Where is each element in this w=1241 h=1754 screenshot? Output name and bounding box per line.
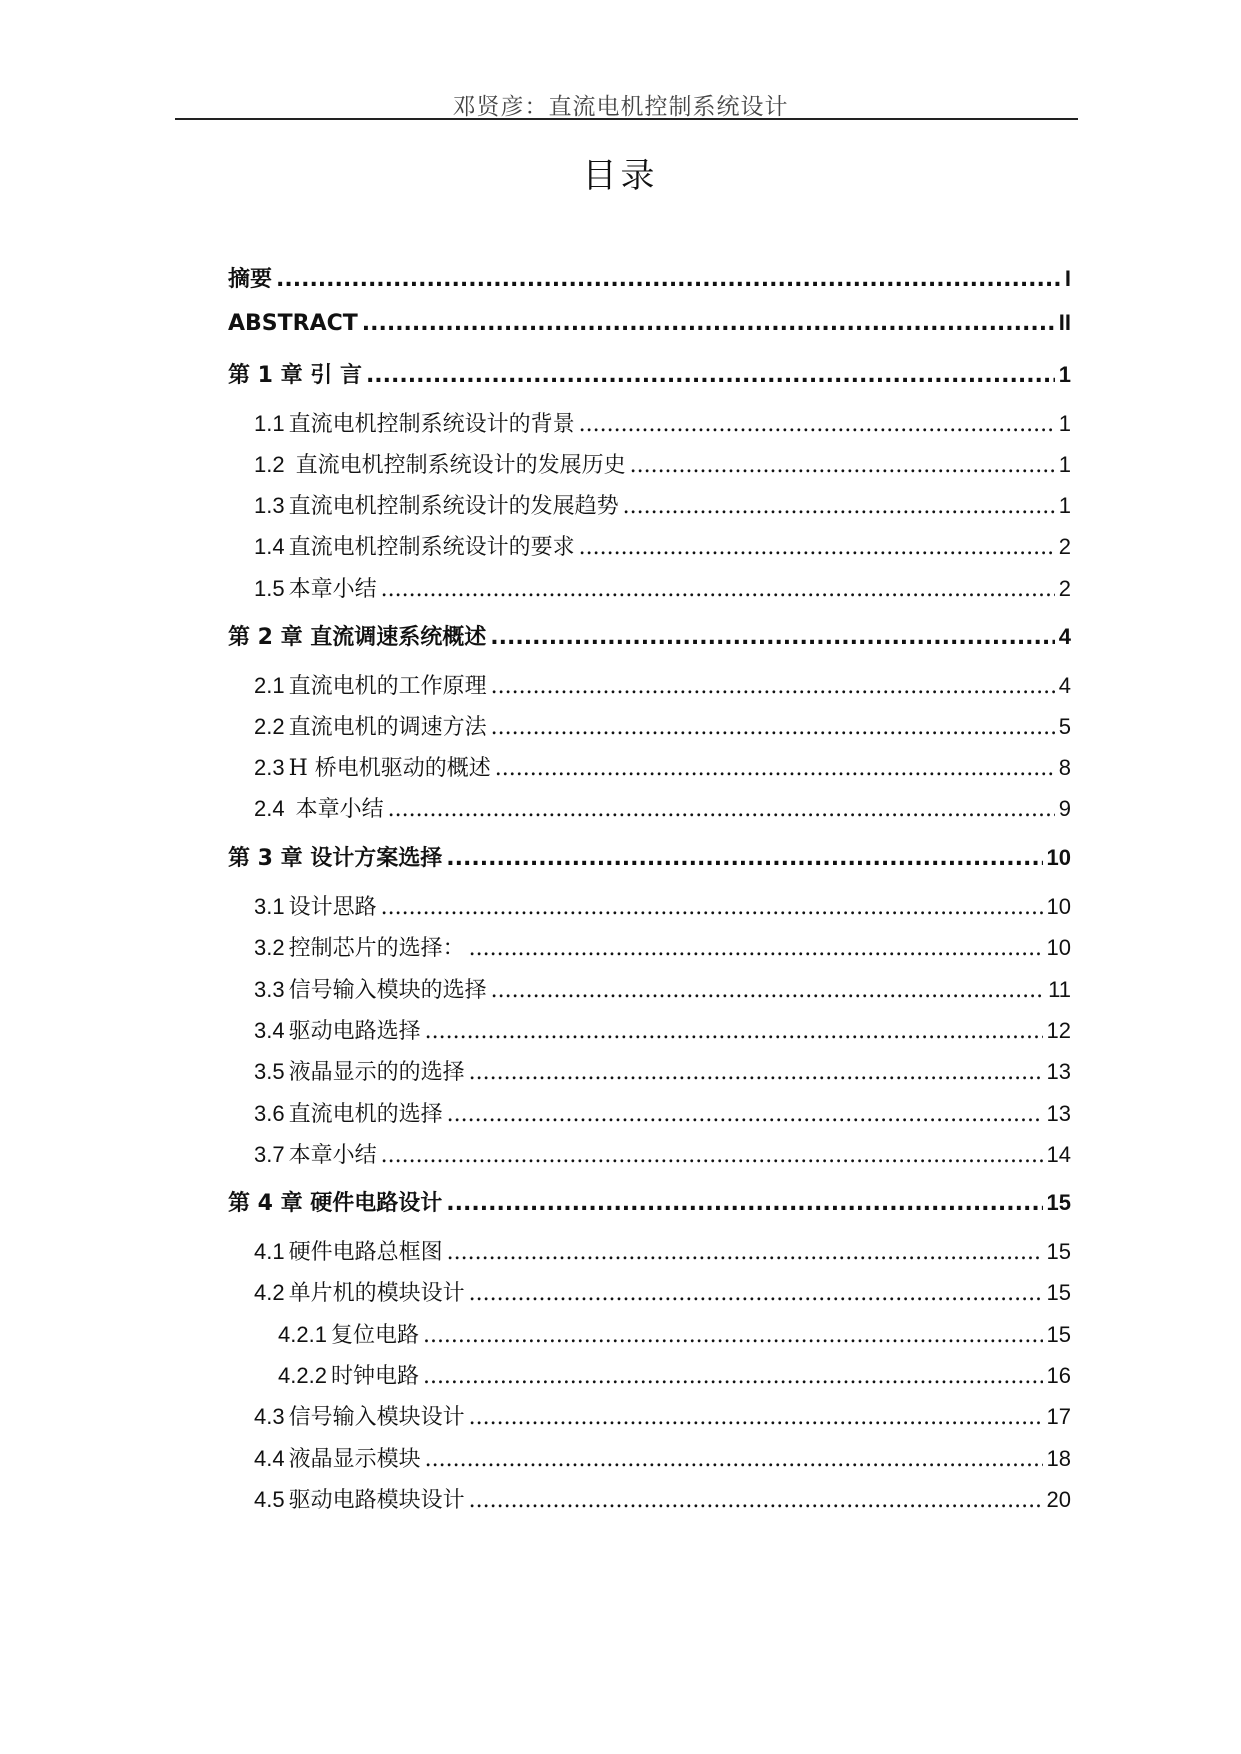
- toc-entry-label: 直流电机的工作原理: [288, 674, 487, 699]
- toc-entry-label: 直流电机控制系统设计的发展历史: [288, 453, 626, 478]
- toc-section-number: 2.1: [254, 673, 285, 698]
- toc-entry-section[interactable]: [254, 931, 1071, 962]
- toc-leader-dots: [447, 1102, 1043, 1127]
- toc-leader-dots: [423, 1323, 1043, 1348]
- toc-entry-label: 液晶显示的的选择: [288, 1060, 465, 1085]
- toc-section-number: 3.4: [254, 1018, 285, 1043]
- toc-page-number: I: [1064, 266, 1071, 291]
- toc-entry-section[interactable]: [254, 1442, 1071, 1473]
- toc-entry-subsection[interactable]: [278, 1359, 1071, 1390]
- toc-page-number: 1: [1058, 411, 1071, 436]
- toc-section-number: 4.5: [254, 1487, 285, 1512]
- toc-leader-dots: [381, 1143, 1043, 1168]
- toc-leader-dots: [381, 577, 1055, 602]
- toc-entry-section[interactable]: [254, 1097, 1071, 1128]
- toc-entry-chapter-3[interactable]: [228, 841, 1071, 872]
- toc-page-number: 2: [1058, 576, 1071, 601]
- toc-leader-dots: [366, 363, 1055, 388]
- toc-entry-label: 直流电机控制系统设计的要求: [288, 535, 575, 560]
- toc-leader-dots: [469, 1060, 1043, 1085]
- toc-page-number: 9: [1058, 796, 1071, 821]
- toc-entry-label: 控制芯片的选择：: [288, 936, 465, 961]
- toc-leader-dots: [491, 715, 1055, 740]
- toc-entry-label: 本章小结: [288, 797, 384, 822]
- toc-page-number: II: [1058, 310, 1071, 335]
- toc-leader-dots: [490, 625, 1054, 650]
- toc-section-number: 4.3: [254, 1404, 285, 1429]
- toc-entry-label: 硬件电路总框图: [288, 1240, 443, 1265]
- toc-page-number: 15: [1046, 1190, 1071, 1215]
- toc-section-number: 4.4: [254, 1446, 285, 1471]
- toc-page-number: 10: [1046, 894, 1071, 919]
- toc-entry-label: H 桥电机驱动的概述: [288, 756, 491, 781]
- toc-entry-section[interactable]: [254, 890, 1071, 921]
- toc-entry-section[interactable]: [254, 448, 1071, 479]
- toc-entry-chapter-2[interactable]: [228, 620, 1071, 651]
- toc-entry-label: 信号输入模块设计: [288, 1405, 465, 1430]
- toc-leader-dots: [446, 846, 1042, 871]
- toc-leader-dots: [495, 756, 1055, 781]
- toc-page-number: 12: [1046, 1018, 1071, 1043]
- toc-entry-section[interactable]: [254, 1400, 1071, 1431]
- toc-entry-label: 时钟电路: [330, 1364, 419, 1389]
- toc-leader-dots: [630, 453, 1055, 478]
- toc-entry-section[interactable]: [254, 669, 1071, 700]
- toc-page-number: 15: [1046, 1322, 1071, 1347]
- toc-section-number: 3.5: [254, 1059, 285, 1084]
- toc-entry-chapter-4[interactable]: [228, 1186, 1071, 1217]
- toc-leader-dots: [425, 1019, 1043, 1044]
- toc-entry-label: 本章小结: [288, 577, 377, 602]
- toc-leader-dots: [446, 1191, 1042, 1216]
- toc-leader-dots: [579, 535, 1055, 560]
- toc-section-number: 3.2: [254, 935, 285, 960]
- toc-section-number: 1.3: [254, 493, 285, 518]
- toc-entry-abstract-cn[interactable]: [228, 262, 1071, 293]
- toc-entry-label: 直流电机控制系统设计的背景: [288, 412, 575, 437]
- toc-leader-dots: [469, 1488, 1043, 1513]
- toc-entry-label: 信号输入模块的选择: [288, 978, 487, 1003]
- toc-page-number: 1: [1058, 493, 1071, 518]
- toc-entry-label: 设计思路: [288, 895, 377, 920]
- toc-page-number: 4: [1058, 673, 1071, 698]
- toc-entry-section[interactable]: [254, 792, 1071, 823]
- toc-entry-section[interactable]: [254, 710, 1071, 741]
- header-rule: [175, 118, 1078, 120]
- toc-entry-subsection[interactable]: [278, 1318, 1071, 1349]
- toc-section-number: 3.7: [254, 1142, 285, 1167]
- toc-leader-dots: [276, 267, 1061, 292]
- toc-leader-dots: [623, 494, 1055, 519]
- toc-entry-label: 直流电机的调速方法: [288, 715, 487, 740]
- toc-page-number: 10: [1046, 845, 1071, 870]
- toc-entry-label: 直流电机控制系统设计的发展趋势: [288, 494, 619, 519]
- toc-leader-dots: [388, 797, 1055, 822]
- toc-entry-label: 第 2 章 直流调速系统概述: [228, 625, 487, 650]
- toc-page-number: 15: [1046, 1239, 1071, 1264]
- toc-page-number: 13: [1046, 1101, 1071, 1126]
- toc-section-number: 4.2: [254, 1280, 285, 1305]
- toc-entry-section[interactable]: [254, 1055, 1071, 1086]
- toc-leader-dots: [469, 1281, 1043, 1306]
- toc-section-number: 2.4: [254, 796, 285, 821]
- toc-entry-section[interactable]: [254, 973, 1071, 1004]
- toc-leader-dots: [491, 978, 1045, 1003]
- toc-page-number: 8: [1058, 755, 1071, 780]
- toc-section-number: 4.2.2: [278, 1363, 327, 1388]
- toc-section-number: 2.2: [254, 714, 285, 739]
- toc-entry-label: 第 4 章 硬件电路设计: [228, 1191, 443, 1216]
- toc-entry-section[interactable]: [254, 1138, 1071, 1169]
- toc-entry-section[interactable]: [254, 1235, 1071, 1266]
- toc-entry-chapter-1[interactable]: [228, 358, 1071, 389]
- toc-leader-dots: [469, 1405, 1043, 1430]
- toc-leader-dots: [423, 1364, 1043, 1389]
- toc-entry-label: 单片机的模块设计: [288, 1281, 465, 1306]
- toc-page-number: 1: [1058, 452, 1071, 477]
- toc-page-number: 20: [1046, 1487, 1071, 1512]
- toc-leader-dots: [425, 1447, 1043, 1472]
- toc-leader-dots: [491, 674, 1055, 699]
- toc-entry-section[interactable]: [254, 1014, 1071, 1045]
- toc-leader-dots: [469, 936, 1043, 961]
- toc-section-number: 4.1: [254, 1239, 285, 1264]
- toc-page-number: 16: [1046, 1363, 1071, 1388]
- toc-section-number: 3.3: [254, 977, 285, 1002]
- toc-leader-dots: [362, 311, 1055, 336]
- toc-section-number: 4.2.1: [278, 1322, 327, 1347]
- toc-entry-section[interactable]: [254, 1276, 1071, 1307]
- toc-entry-section[interactable]: [254, 489, 1071, 520]
- toc-page-number: 1: [1058, 362, 1071, 387]
- toc-section-number: 3.1: [254, 894, 285, 919]
- toc-entry-section[interactable]: [254, 530, 1071, 561]
- toc-entry-abstract-en[interactable]: [228, 310, 1071, 336]
- toc-entry-label: 驱动电路模块设计: [288, 1488, 465, 1513]
- toc-leader-dots: [381, 895, 1043, 920]
- toc-page-number: 13: [1046, 1059, 1071, 1084]
- page-title: 目录: [582, 156, 659, 196]
- toc-section-number: 1.4: [254, 534, 285, 559]
- toc-page-number: 4: [1058, 624, 1071, 649]
- toc-entry-label: 复位电路: [330, 1323, 419, 1348]
- toc-section-number: 1.1: [254, 411, 285, 436]
- toc-page-number: 18: [1046, 1446, 1071, 1471]
- toc-entry-label: ABSTRACT: [228, 311, 358, 336]
- toc-page-number: 15: [1046, 1280, 1071, 1305]
- toc-section-number: 1.5: [254, 576, 285, 601]
- toc-entry-label: 第 3 章 设计方案选择: [228, 846, 443, 871]
- toc-section-number: 3.6: [254, 1101, 285, 1126]
- toc-page-number: 2: [1058, 534, 1071, 559]
- toc-entry-label: 本章小结: [288, 1143, 377, 1168]
- running-header: 邓贤彦：直流电机控制系统设计: [452, 94, 789, 120]
- toc-entry-label: 驱动电路选择: [288, 1019, 421, 1044]
- toc-entry-label: 第 1 章 引 言: [228, 363, 362, 388]
- toc-page-number: 10: [1046, 935, 1071, 960]
- toc-page-number: 17: [1046, 1404, 1071, 1429]
- toc-entry-label: 摘要: [228, 267, 273, 292]
- toc-section-number: 2.3: [254, 755, 285, 780]
- toc-entry-section[interactable]: [254, 1483, 1071, 1514]
- toc-entry-label: 直流电机的选择: [288, 1102, 443, 1127]
- toc-page-number: 14: [1046, 1142, 1071, 1167]
- toc-leader-dots: [447, 1240, 1043, 1265]
- toc-entry-section[interactable]: [254, 572, 1071, 603]
- toc-entry-section[interactable]: [254, 751, 1071, 782]
- toc-leader-dots: [579, 412, 1055, 437]
- toc-page-number: 11: [1048, 977, 1071, 1002]
- toc-page-number: 5: [1058, 714, 1071, 739]
- toc-section-number: 1.2: [254, 452, 285, 477]
- toc-entry-section[interactable]: [254, 407, 1071, 438]
- toc-entry-label: 液晶显示模块: [288, 1447, 421, 1472]
